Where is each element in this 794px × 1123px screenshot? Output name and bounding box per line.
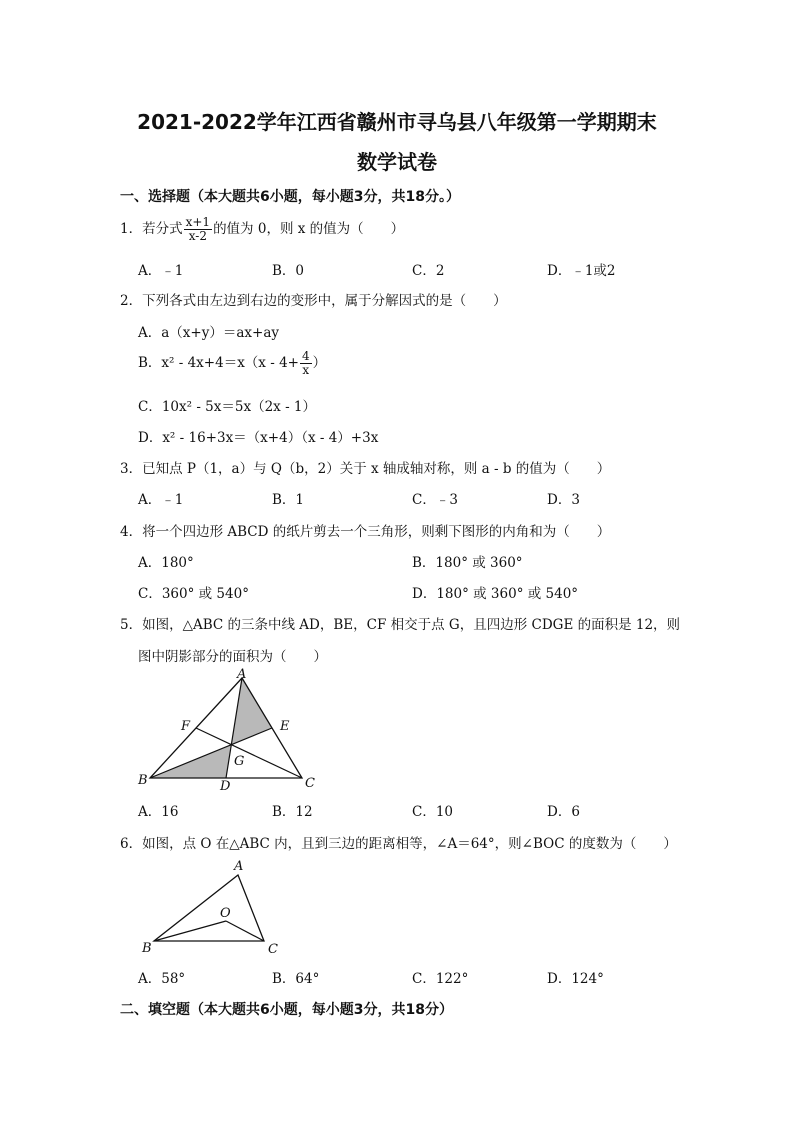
q1-option-b: B．0 bbox=[272, 263, 305, 279]
q1-suffix: 的值为 0，则 x 的值为（ ） bbox=[213, 221, 405, 237]
q1-option-a: A．﹣1 bbox=[138, 263, 184, 279]
question-2: 2．下列各式由左边到右边的变形中，属于分解因式的是（ ） bbox=[120, 293, 507, 309]
q6-label-o: O bbox=[220, 906, 231, 921]
q6-option-d: D．124° bbox=[547, 971, 604, 987]
q6-label-b: B bbox=[142, 941, 152, 956]
q2-b-prefix: B．x² - 4x+4＝x（x - 4+ bbox=[138, 355, 299, 371]
q6-segment-oc bbox=[226, 921, 264, 941]
q5-option-b: B．12 bbox=[272, 804, 313, 820]
q1-frac-num: x+1 bbox=[185, 215, 211, 229]
q3-option-d: D．3 bbox=[547, 492, 580, 508]
question-5-line1: 5．如图，△ABC 的三条中线 AD，BE，CF 相交于点 G，且四边形 CDGE 的面积是 12，则 bbox=[120, 617, 681, 633]
q2-b-frac-num: 4 bbox=[301, 349, 310, 363]
q5-option-d: D．6 bbox=[547, 804, 580, 820]
exam-title-line1: 2021-2022学年江西省赣州市寻乌县八年级第一学期期末 bbox=[137, 110, 657, 134]
q5-option-c: C．10 bbox=[412, 804, 454, 820]
q2-option-d: D．x² - 16+3x＝（x+4）（x - 4）+3x bbox=[138, 430, 379, 446]
q2-b-suffix: ） bbox=[312, 355, 327, 371]
q6-option-a: A．58° bbox=[138, 971, 186, 987]
question-6: 6．如图，点 O 在△ABC 内，且到三边的距离相等，∠A＝64°，则∠BOC 的度数为（ ） bbox=[120, 836, 677, 852]
q3-option-b: B．1 bbox=[272, 492, 305, 508]
q5-label-f: F bbox=[181, 719, 191, 734]
q1-option-d: D．﹣1或2 bbox=[547, 263, 616, 279]
q2-option-b bbox=[138, 350, 326, 377]
q5-label-e: E bbox=[280, 719, 290, 734]
q6-option-b: B．64° bbox=[272, 971, 320, 987]
q4-option-a: A．180° bbox=[138, 555, 194, 571]
section-heading-choice: 一、选择题（本大题共6小题，每小题3分，共18分。） bbox=[120, 189, 460, 205]
q6-option-c: C．122° bbox=[412, 971, 469, 987]
q5-label-d: D bbox=[220, 779, 231, 794]
q6-triangle-figure bbox=[130, 855, 290, 960]
q2-option-c: C．10x² - 5x＝5x（2x - 1） bbox=[138, 399, 317, 415]
q6-label-a: A bbox=[234, 859, 244, 874]
q5-triangle-figure bbox=[130, 666, 330, 796]
question-4: 4．将一个四边形 ABCD 的纸片剪去一个三角形，则剩下图形的内角和为（ ） bbox=[120, 524, 611, 540]
q4-option-b: B．180° 或 360° bbox=[412, 555, 523, 571]
q3-option-a: A．﹣1 bbox=[138, 492, 184, 508]
q5-label-b: B bbox=[138, 773, 148, 788]
q1-frac-den: x-2 bbox=[188, 229, 207, 243]
question-1 bbox=[120, 216, 404, 243]
q5-label-c: C bbox=[305, 776, 315, 791]
q5-label-a: A bbox=[237, 667, 247, 682]
q6-triangle-abc bbox=[154, 875, 264, 941]
q5-option-a: A．16 bbox=[138, 804, 179, 820]
question-3: 3．已知点 P（1，a）与 Q（b，2）关于 x 轴成轴对称，则 a - b 的值为（ ） bbox=[120, 461, 611, 477]
question-5-line2: 图中阴影部分的面积为（ ） bbox=[138, 649, 327, 665]
q5-label-g: G bbox=[234, 754, 245, 769]
q2-option-a: A．a（x+y）＝ax+ay bbox=[138, 325, 279, 341]
q4-option-c: C．360° 或 540° bbox=[138, 586, 249, 602]
q1-option-c: C．2 bbox=[412, 263, 445, 279]
q4-option-d: D．180° 或 360° 或 540° bbox=[412, 586, 579, 602]
q6-segment-bo bbox=[154, 921, 226, 941]
q2-b-frac-den: x bbox=[302, 363, 310, 377]
exam-title-line2: 数学试卷 bbox=[357, 150, 437, 174]
q1-fraction bbox=[184, 216, 212, 243]
section-heading-fill-in: 二、填空题（本大题共6小题，每小题3分，共18分） bbox=[120, 1002, 453, 1018]
q1-prefix: 1．若分式 bbox=[120, 221, 183, 237]
q2-b-fraction bbox=[300, 350, 312, 377]
q3-option-c: C．﹣3 bbox=[412, 492, 458, 508]
q6-label-c: C bbox=[268, 942, 278, 957]
